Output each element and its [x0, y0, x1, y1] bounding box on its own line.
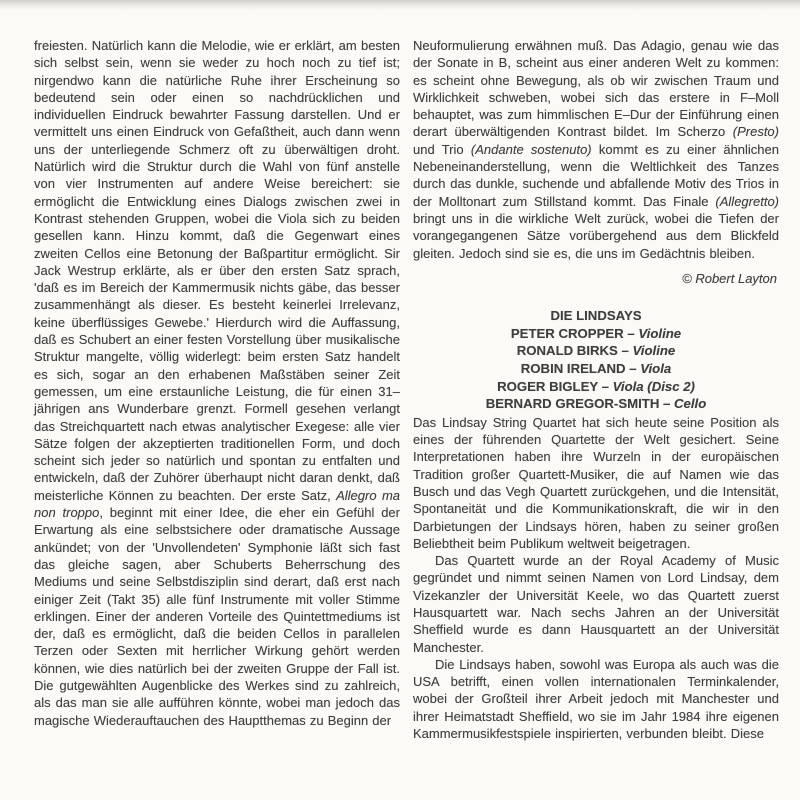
- ensemble-member: ROBIN IRELAND – Viola: [520, 360, 672, 376]
- ensemble-title: DIE LINDSAYS: [550, 308, 642, 324]
- ensemble-credits: [413, 307, 779, 413]
- bio-paragraph: Die Lindsays haben, sowohl was Europa als auch was die USA betrifft, einen vollen internationalen Terminkalender, wobei der Großteil ihrer Arbeit jedoch mit Manchester und ihrer Heimatstadt Sheffield, wo sie im Jahr 1984 ihre eigenen Kammermusikfestspiele inspirierten, verbunden bleibt. Diese: [413, 656, 779, 742]
- ensemble-member: ROGER BIGLEY – Viola (Disc 2): [497, 378, 695, 394]
- right-column: [413, 37, 779, 742]
- bio-paragraph: Das Lindsay String Quartet hat sich heute seine Position als eines der führenden Quartette der Welt gesichert. Seine Interpretationen haben ihre Wurzeln in der europäischen Tradition großer Quartett-Musiker, die auf Namen wie das Busch und das Vegh Quartett zurückgehen, und die Intensität, Spontaneität und die Kommunikationskraft, die wir in den Darbietungen der Lindsays hören, haben zu seiner großen Beliebtheit beim Publikum weltweit beigetragen.: [413, 414, 779, 551]
- left-column: [34, 37, 400, 742]
- bio-paragraph: Das Quartett wurde an der Royal Academy of Music gegründet und nimmt seinen Namen von Lord Lindsay, dem Vizekanzler der Universität Keele, wo das Quartett zuerst Hausquartett war. Nach sechs Jahren an der Universität Sheffield wurde es dann Hausquartett an der Universität Manchester.: [413, 553, 779, 655]
- left-column-paragraph: freiesten. Natürlich kann die Melodie, wie er erklärt, am besten sich selbst sein, wenn sie weder zu hoch noch zu tief ist; nirgendwo kann die natürliche Ruhe ihrer Erscheinung so bedeutend sein oder einen so nachdrücklichen und individuellen Eindruck bewahrter Fassung darstellen. Und er vermittelt uns einen Eindruck von Gefaßtheit, auch dann wenn uns der unterliegende Schmerz oft zu überwältigen droht. Natürlich wird die Struktur durch die Wahl von fünf anstelle von vier Instrumenten auf andere Weise bereichert: sie ermöglicht die Entwicklung eines Dialogs zwischen zwei in Kontrast stehenden Gruppen, wobei die Viola sich zu beiden gesellen kann. Hinzu kommt, daß die Gegenwart eines zweiten Cellos eine Betonung der Baßpartitur ermöglicht. Sir Jack Westrup erklärte, als er über den ersten Satz sprach, 'daß es im Bereich der Kammermusik nichts gäbe, das besser zusammenhängt als dieser. Es besteht keinerlei Irrelevanz, keine überflüssiges Gewebe.' Hierdurch wird die Auffassung, daß es Schubert an einer festen Vorstellung über musikalische Struktur mangelte, völlig widerlegt: beim ersten Satz handelt es sich, sogar an den erhabenen Maßstäben seiner Zeit gemessen, um eine erstaunliche Leistung, die für einen 31–jährigen ans Wunderbare grenzt. Formell gesehen verlangt das Streichquartett nach etwas analytischer Exegese: alle vier Sätze folgen der akzeptierten traditionellen Form, und doch scheint sich jeder so natürlich und spontan zu entfalten und entwickeln, daß der Zuhörer überhaupt nicht daran denkt, daß meisterliche Können zu beachten. Der erste Satz, Allegro ma non troppo, beginnt mit einer Idee, die eher ein Gefühl der Erwartung als eine selbstsichere oder dramatische Aussage ankündet; von der 'Unvollendeten' Symphonie läßt sich fast das gleiche sagen, aber Schuberts Beherrschung des Mediums und seine Selbstdisziplin sind derart, daß erst nach einiger Zeit (Takt 35) alle fünf Instrumente mit voller Stimme erklingen. Einer der anderen Vorteile des Quintettmediums ist der, daß es ermöglicht, daß die beiden Cellos in parallelen Terzen oder Sexten mit herrlicher Wirkung gehört werden können, wie dies natürlich bei der zweiten Gruppe der Fall ist. Die gutgewählten Augenblicke des Werkes sind zu zahlreich, als das man sie alle aufführen könnte, wobei man jedoch das magische Wiederauftauchen des Hauptthemas zu Beginn der: [34, 38, 401, 728]
- right-column-paragraph: Neuformulierung erwähnen muß. Das Adagio, genau wie das der Sonate in B, scheint aus einer anderen Welt zu kommen: es scheint ohne Bewegung, als ob wir zwischen Traum und Wirklichkeit schweben, wobei sich das erstere in F–Moll behauptet, was zum himmlischen E–Dur der Einführung einen derart überwältigenden Kontrast bildet. Im Scherzo (Presto) und Trio (Andante sostenuto) kommt es zu einer ähnlichen Nebeneinanderstellung, wenn die Weltlichkeit des Tanzes durch das dunkle, suchende und abfallende Motiv des Trios in der Molltonart zum Stillstand kommt. Das Finale (Allegretto) bringt uns in die wirkliche Welt zurück, wobei die Tiefen der vorangegangenen Sätze vorübergehend aus dem Blickfeld gleiten. Jedoch sind sie es, die uns im Gedächtnis bleiben.: [413, 38, 779, 261]
- ensemble-member: RONALD BIRKS – Violine: [516, 343, 676, 359]
- ensemble-member: PETER CROPPER – Violine: [510, 325, 682, 341]
- ensemble-member: BERNARD GREGOR-SMITH – Cello: [485, 396, 707, 412]
- author-credit: © Robert Layton: [682, 270, 777, 286]
